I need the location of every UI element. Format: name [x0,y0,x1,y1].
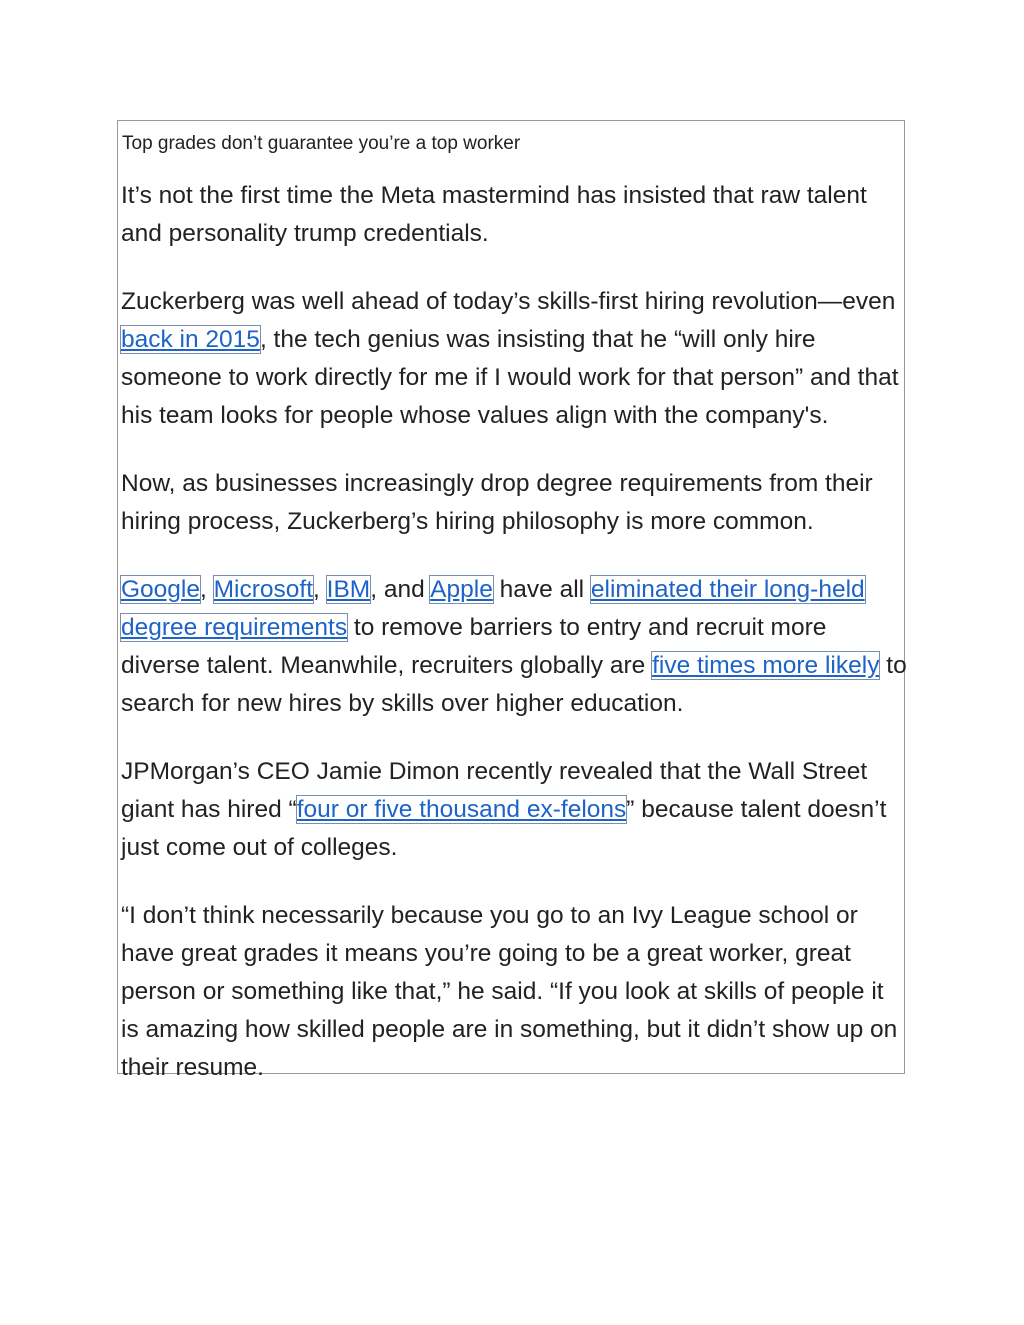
link-back-in-2015[interactable]: back in 2015 [121,326,260,353]
link-five-times-more-likely[interactable]: five times more likely [652,652,880,679]
paragraph-4 [121,571,907,723]
article-body [121,177,907,1117]
article-box [117,120,907,1081]
link-microsoft[interactable]: Microsoft [213,576,314,603]
paragraph-text: have all [492,576,591,603]
paragraph-3: Now, as businesses increasingly drop degree requirements from their hiring process, Zuckerberg’s hiring philosophy is more common. [121,470,873,535]
paragraph-text: Zuckerberg was well ahead of today’s skills-first hiring revolution—even [121,288,896,315]
link-ibm[interactable]: IBM [326,576,371,603]
link-google[interactable]: Google [121,576,201,603]
separator-text: , [313,576,327,603]
separator-text: , [200,576,214,603]
paragraph-text: JPMorgan’s CEO Jamie Dimon recently revealed that the Wall Street giant has hired “ [121,758,868,823]
paragraph-5 [121,753,907,867]
image-caption: Top grades don’t guarantee you’re a top worker [122,133,521,154]
paragraph-text: to search for new hires by skills over higher education. [121,652,907,717]
link-ex-felons[interactable]: four or five thousand ex-felons [296,796,627,823]
paragraph-6: “I don’t think necessarily because you go to an Ivy League school or have great grades it means you’re going to be a great worker, great person or something like that,” he said. “If you look at skills of people it is amazing how skilled people are in something, but it didn’t show up on their resume. [121,902,898,1081]
link-eliminated-degree-requirements[interactable]: eliminated their long-held degree requirements [121,576,865,641]
link-apple[interactable]: Apple [430,576,493,603]
paragraph-2 [121,283,907,435]
paragraph-1: It’s not the first time the Meta mastermind has insisted that raw talent and personality trump credentials. [121,182,867,247]
paragraph-text: , the tech genius was insisting that he “will only hire someone to work directly for me if I would work for that person” and that his team looks for people whose values align with the company's. [121,326,899,429]
separator-text: , and [370,576,431,603]
paragraph-text: to remove barriers to entry and recruit more diverse talent. Meanwhile, recruiters globally are [121,614,827,679]
paragraph-text: ” because talent doesn’t just come out of colleges. [121,796,887,861]
